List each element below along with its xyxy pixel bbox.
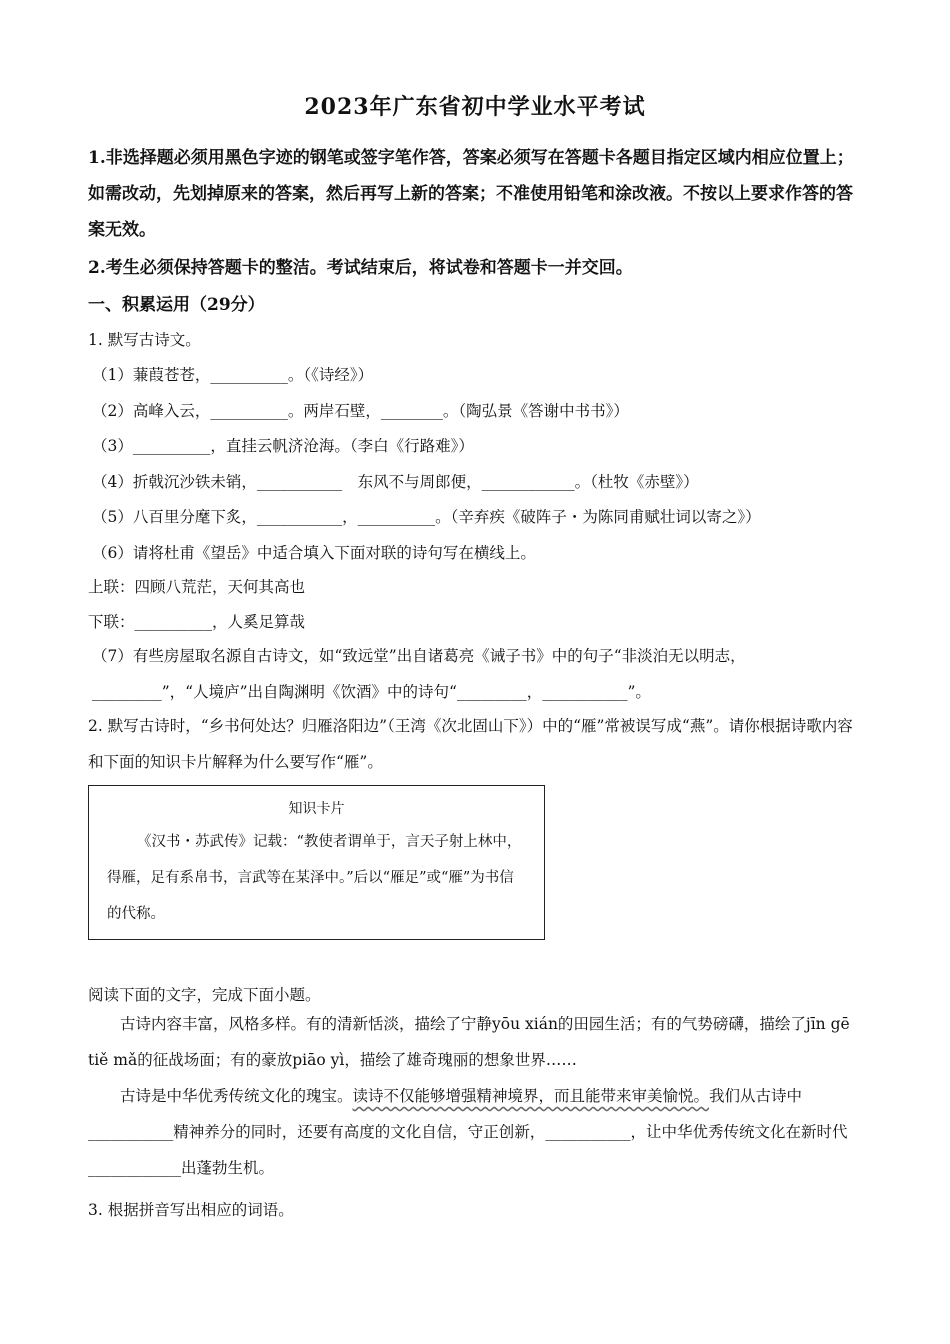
couplet-upper: 上联：四顾八荒茫，天何其高也 [88,578,306,596]
question-1-item: （3）__________，直挂云帆济沧海。（李白《行路难》） [92,437,474,455]
question-1-item-7: （7）有些房屋取名源自古诗文，如“致远堂”出自诸葛亮《诫子书》中的句子“非淡泊无以明志，_________”，“人境庐”出自陶渊明《饮酒》中的诗句“_________，___________”。 [92,647,746,701]
question-1-item: （6）请将杜甫《望岳》中适合填入下面对联的诗句写在横线上。 [92,544,536,562]
couplet-lower: 下联：__________，人奚足算哉 [88,613,306,631]
notice-2: 2.考生必须保持答题卡的整洁。考试结束后，将试卷和答题卡一并交回。 [88,258,633,278]
question-3-stem: 3. 根据拼音写出相应的词语。 [88,1201,294,1219]
wavy-underlined-sentence: 读诗不仅能够增强精神境界，而且能带来审美愉悦。 [352,1087,710,1105]
reading-paragraph-2-end: 我们从古诗中___________精神养分的同时，还要有高度的文化自信，守正创新，___________，让中华优秀传统文化在新时代____________出蓬勃生机。 [88,1087,848,1177]
question-1-stem: 1. 默写古诗文。 [88,331,201,349]
reading-paragraph-2 [88,1078,862,1186]
knowledge-card [88,785,545,940]
reading-paragraph-1: 古诗内容丰富，风格多样。有的清新恬淡，描绘了宁静yōu xián的田园生活；有的气势磅礴，描绘了jīn gē tiě mǎ的征战场面；有的豪放piāo yì，描绘了雄奇瑰丽的想象世界…… [88,1015,850,1069]
reading-intro: 阅读下面的文字，完成下面小题。 [88,986,321,1004]
question-1-item: （4）折戟沉沙铁未销，___________ 东风不与周郎便，____________。（杜牧《赤壁》） [92,473,699,491]
notice-1: 1.非选择题必须用黑色字迹的钢笔或签字笔作答，答案必须写在答题卡各题目指定区域内相应位置上；如需改动，先划掉原来的答案，然后再写上新的答案；不准使用铅笔和涂改液。不按以上要求作答的答案无效。 [88,148,854,240]
question-1-item: （1）蒹葭苍苍，__________。（《诗经》） [92,366,374,384]
question-1-item: （5）八百里分麾下炙，___________，__________。（辛弃疾《破阵子・为陈同甫赋壮词以寄之》） [92,508,761,526]
question-1-item: （2）高峰入云，__________。两岸石壁，________。（陶弘景《答谢中书书》） [92,402,629,420]
page-title: 2023年广东省初中学业水平考试 [304,94,646,120]
knowledge-card-title: 知识卡片 [288,801,345,817]
knowledge-card-body: 《汉书・苏武传》记载：“教使者谓单于，言天子射上林中，得雁，足有系帛书，言武等在某泽中。”后以“雁足”或“雁”为书信的代称。 [107,834,522,922]
section-heading: 一、积累运用（29分） [88,295,265,315]
question-2-stem: 2. 默写古诗时，“乡书何处达？归雁洛阳边”（王湾《次北固山下》）中的“雁”常被误写成“燕”。请你根据诗歌内容和下面的知识卡片解释为什么要写作“雁”。 [88,717,853,771]
reading-paragraph-2-start: 古诗是中华优秀传统文化的瑰宝。 [120,1087,353,1105]
